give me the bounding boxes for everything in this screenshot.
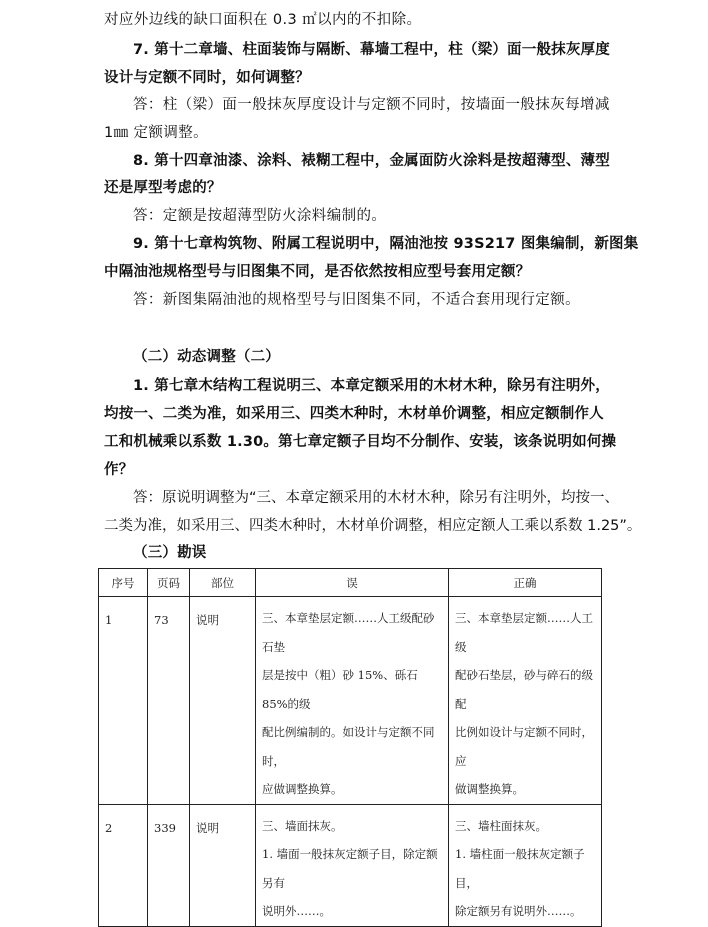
question-1-cont: 工和机械乘以系数 1.30。第七章定额子目均不分制作、安装，该条说明如何操	[104, 434, 617, 450]
answer-1: 答：原说明调整为“三、本章定额采用的木材木种，除另有注明外，均按一、	[133, 490, 620, 506]
header-part: 部位	[190, 569, 256, 597]
cell-line: 三、墙柱面抹灰。	[455, 818, 547, 833]
question-9: 9. 第十七章构筑物、附属工程说明中，隔油池按 93S217 图集编制，新图集	[133, 236, 639, 252]
header-wrong: 误	[256, 569, 449, 597]
cell-line: 三、本章垫层定额……人工级配砂石垫	[262, 611, 435, 654]
section-heading-errata: （三）勘误	[133, 545, 207, 561]
cell-line: 1. 墙面一般抹灰定额子目，除定额另有	[262, 847, 438, 890]
cell-page	[148, 597, 190, 805]
cell-line: 说明外……。	[262, 904, 331, 918]
cell-wrong	[256, 804, 449, 926]
cell-part	[190, 804, 256, 926]
errata-table	[98, 568, 602, 927]
cell-correct	[449, 804, 602, 926]
cell-page	[148, 804, 190, 926]
cell-line: 应做调整换算。	[262, 782, 343, 796]
cell-text: 说明	[196, 820, 219, 835]
answer-1-cont: 二类为准，如采用三、四类木种时，木材单价调整，相应定额人工乘以系数 1.25”。	[104, 518, 642, 534]
cell-correct	[449, 597, 602, 805]
question-8-cont: 还是厚型考虑的？	[104, 180, 222, 196]
cell-text: 说明	[196, 613, 219, 627]
cell-line: 配砂石垫层，砂与碎石的级配	[455, 668, 593, 711]
cell-text: 339	[154, 820, 176, 835]
cell-line: 配比例编制的。如设计与定额不同时，	[262, 725, 435, 768]
cell-no	[99, 804, 148, 926]
question-1-cont: 均按一、二类为准，如采用三、四类木种时，木材单价调整，相应定额制作人	[104, 406, 604, 422]
table-header-row	[99, 569, 602, 597]
table-row	[99, 804, 602, 926]
header-no: 序号	[99, 569, 148, 597]
cell-text: 2	[105, 820, 113, 835]
question-7: 7. 第十二章墙、柱面装饰与隔断、幕墙工程中，柱（梁）面一般抹灰厚度	[133, 42, 610, 58]
cell-no	[99, 597, 148, 805]
cell-line: 除定额另有说明外……。	[455, 904, 582, 918]
cell-text: 73	[154, 613, 169, 627]
answer-8: 答：定额是按超薄型防火涂料编制的。	[133, 208, 387, 224]
question-1-cont: 作？	[104, 462, 134, 478]
section-heading-dynamic: （二）动态调整（二）	[133, 349, 280, 365]
cell-line: 做调整换算。	[455, 782, 524, 796]
cell-line: 三、墙面抹灰。	[262, 818, 343, 833]
answer-7: 答：柱（梁）面一般抹灰厚度设计与定额不同时，按墙面一般抹灰每增减	[133, 97, 610, 113]
header-correct: 正确	[449, 569, 602, 597]
question-1: 1. 第七章木结构工程说明三、本章定额采用的木材木种，除另有注明外，	[133, 378, 610, 394]
cell-line: 比例如设计与定额不同时，应	[455, 725, 593, 768]
answer-9: 答：新图集隔油池的规格型号与旧图集不同，不适合套用现行定额。	[133, 292, 580, 308]
cell-line: 层是按中（粗）砂 15%、砾石 85%的级	[262, 668, 418, 711]
table-row	[99, 597, 602, 805]
question-9-cont: 中隔油池规格型号与旧图集不同，是否依然按相应型号套用定额？	[104, 264, 531, 280]
cell-text: 1	[105, 613, 113, 627]
paragraph-line: 对应外边线的缺口面积在 0.3 ㎡以内的不扣除。	[104, 12, 422, 28]
cell-line: 三、本章垫层定额……人工级	[455, 611, 593, 654]
header-page: 页码	[148, 569, 190, 597]
cell-part	[190, 597, 256, 805]
cell-line: 1. 墙柱面一般抹灰定额子目，	[455, 847, 585, 890]
answer-7-cont: 1㎜ 定额调整。	[104, 125, 209, 141]
cell-wrong	[256, 597, 449, 805]
question-8: 8. 第十四章油漆、涂料、裱糊工程中，金属面防火涂料是按超薄型、薄型	[133, 153, 610, 169]
question-7-cont: 设计与定额不同时，如何调整？	[104, 70, 310, 86]
